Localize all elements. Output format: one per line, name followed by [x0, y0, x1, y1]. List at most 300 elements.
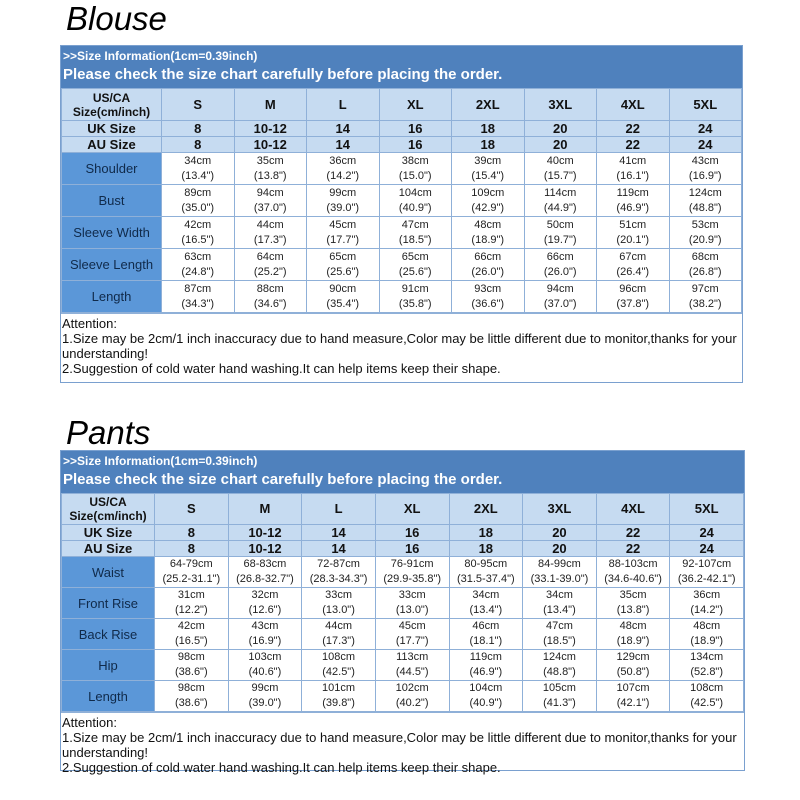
inch-value: (13.8") [616, 604, 650, 616]
inch-value: (12.2") [174, 604, 208, 616]
measurement-cell [307, 217, 380, 249]
cm-value: 63cm [184, 250, 212, 263]
inch-value: (18.9") [471, 233, 505, 246]
size-header-cell: 3XL [523, 494, 597, 525]
measurement-label: Hip [62, 650, 155, 681]
inch-value: (34.3") [181, 297, 215, 310]
inch-value: (50.8") [616, 666, 650, 678]
cm-value: 104cm [469, 682, 503, 694]
attention-line: 1.Size may be 2cm/1 inch inaccuracy due to hand measure,Color may be little different due to monitor,thanks for your understanding! [62, 730, 737, 760]
au-size-cell: 8 [162, 137, 235, 153]
measurement-cell [228, 681, 302, 712]
measurement-cell [523, 619, 597, 650]
measurement-cell [597, 249, 670, 281]
size-header-cell: S [162, 89, 235, 121]
inch-value: (26.8") [688, 265, 722, 278]
measurement-cell [449, 557, 523, 588]
measurement-cell [524, 185, 597, 217]
cm-value: 129cm [616, 651, 650, 663]
au-size-cell: 10-12 [234, 137, 307, 153]
cm-value: 64-79cm [169, 558, 213, 570]
cm-value: 40cm [546, 154, 574, 167]
uk-size-cell: 10-12 [234, 121, 307, 137]
inch-value: (16.9") [248, 635, 282, 647]
cm-value: 36cm [329, 154, 357, 167]
cm-value: 97cm [691, 282, 719, 295]
uk-size-cell: 24 [670, 525, 744, 541]
au-size-cell: 18 [452, 137, 525, 153]
size-header-cell: L [307, 89, 380, 121]
cm-value: 91cm [401, 282, 429, 295]
measurement-cell [669, 153, 742, 185]
measurement-cell [379, 185, 452, 217]
size-header-cell: 4XL [597, 89, 670, 121]
size-header-label: US/CA Size(cm/inch) [62, 89, 162, 121]
inch-value: (34.6-40.6") [604, 573, 662, 585]
measurement-cell [670, 557, 744, 588]
inch-value: (13.0") [395, 604, 429, 616]
inch-value: (18.9") [690, 635, 723, 647]
cm-value: 102cm [395, 682, 429, 694]
inch-value: (40.9") [469, 697, 503, 709]
size-header-cell: L [302, 494, 376, 525]
inch-value: (26.4") [616, 265, 650, 278]
inch-value: (52.8") [690, 666, 723, 678]
measurement-cell [524, 281, 597, 313]
measurement-cell [155, 681, 229, 712]
cm-value: 64cm [256, 250, 284, 263]
cm-value: 88cm [256, 282, 284, 295]
inch-value: (17.3") [322, 635, 355, 647]
inch-value: (17.7") [395, 635, 429, 647]
measurement-cell [670, 619, 744, 650]
measurement-cell [155, 557, 229, 588]
measurement-label: Length [62, 281, 162, 313]
size-header-cell: XL [375, 494, 449, 525]
inch-value: (17.7") [326, 233, 360, 246]
measurement-label: Length [62, 681, 155, 712]
measurement-row [62, 557, 744, 588]
size-table [61, 88, 742, 313]
cm-value: 134cm [690, 651, 724, 663]
attention-notes [61, 712, 744, 777]
inch-value: (20.9") [688, 233, 722, 246]
inch-value: (26.8-32.7") [236, 573, 294, 585]
cm-value: 35cm [256, 154, 284, 167]
measurement-cell [597, 153, 670, 185]
inch-value: (25.6") [326, 265, 360, 278]
uk-size-cell: 22 [596, 525, 670, 541]
cm-value: 53cm [691, 218, 719, 231]
measurement-cell [155, 588, 229, 619]
measurement-row [62, 249, 742, 281]
attention-line: 2.Suggestion of cold water hand washing.It can help items keep their shape. [62, 361, 501, 376]
inch-value: (36.6") [471, 297, 505, 310]
inch-value: (16.5") [181, 233, 215, 246]
cm-value: 104cm [398, 186, 432, 199]
measurement-row [62, 185, 742, 217]
pants-size-chart [60, 450, 745, 775]
inch-value: (44.5") [395, 666, 429, 678]
size-header-cell: 2XL [449, 494, 523, 525]
cm-value: 119cm [616, 186, 649, 199]
cm-value: 68-83cm [243, 558, 287, 570]
measurement-cell [307, 153, 380, 185]
measurement-cell [449, 588, 523, 619]
uk-size-cell: 18 [452, 121, 525, 137]
measurement-cell [302, 650, 376, 681]
measurement-cell [596, 588, 670, 619]
measurement-cell [302, 619, 376, 650]
inch-value: (26.0") [471, 265, 505, 278]
inch-value: (42.5") [690, 697, 723, 709]
measurement-cell [669, 249, 742, 281]
au-size-cell: 24 [669, 137, 742, 153]
measurement-cell [452, 217, 525, 249]
size-header-cell: 5XL [670, 494, 744, 525]
measurement-cell [596, 557, 670, 588]
size-header-cell: M [234, 89, 307, 121]
au-size-row [62, 137, 742, 153]
au-size-cell: 18 [449, 541, 523, 557]
inch-value: (25.6") [398, 265, 432, 278]
cm-value: 33cm [325, 589, 353, 601]
inch-value: (24.8") [181, 265, 215, 278]
cm-value: 33cm [398, 589, 426, 601]
uk-size-cell: 8 [162, 121, 235, 137]
cm-value: 39cm [474, 154, 502, 167]
measurement-row [62, 281, 742, 313]
uk-size-cell: 20 [524, 121, 597, 137]
measurement-label: Sleeve Length [62, 249, 162, 281]
measurement-cell [379, 249, 452, 281]
au-size-cell: 22 [597, 137, 670, 153]
cm-value: 44cm [325, 620, 353, 632]
measurement-cell [449, 619, 523, 650]
measurement-label: Shoulder [62, 153, 162, 185]
measurement-cell [449, 681, 523, 712]
measurement-cell [670, 681, 744, 712]
inch-value: (39.0") [326, 201, 360, 214]
inch-value: (13.4") [543, 604, 576, 616]
cm-value: 98cm [177, 682, 205, 694]
measurement-cell [379, 217, 452, 249]
cm-value: 124cm [688, 186, 722, 199]
inch-value: (15.7") [543, 169, 577, 182]
inch-value: (38.6") [174, 666, 208, 678]
attention-line: Attention: [62, 316, 117, 331]
cm-value: 51cm [619, 218, 647, 231]
cm-value: 96cm [619, 282, 647, 295]
measurement-label: Waist [62, 557, 155, 588]
au-size-cell: 22 [596, 541, 670, 557]
measurement-cell [449, 650, 523, 681]
measurement-label: Sleeve Width [62, 217, 162, 249]
measurement-cell [228, 588, 302, 619]
inch-value: (42.9") [471, 201, 505, 214]
measurement-cell [452, 249, 525, 281]
size-info-line: >>Size Information(1cm=0.39inch) [63, 49, 258, 63]
au-size-cell: 14 [307, 137, 380, 153]
cm-value: 101cm [322, 682, 356, 694]
inch-value: (15.0") [398, 169, 432, 182]
cm-value: 94cm [546, 282, 574, 295]
measurement-cell [302, 588, 376, 619]
measurement-cell [307, 249, 380, 281]
measurement-cell [162, 153, 235, 185]
measurement-cell [596, 619, 670, 650]
au-size-cell: 16 [379, 137, 452, 153]
inch-value: (13.4") [181, 169, 215, 182]
uk-size-label: UK Size [62, 121, 162, 137]
size-header-row [62, 494, 744, 525]
uk-size-label: UK Size [62, 525, 155, 541]
measurement-cell [228, 650, 302, 681]
au-size-cell: 24 [670, 541, 744, 557]
uk-size-row [62, 525, 744, 541]
uk-size-cell: 14 [307, 121, 380, 137]
au-size-label: AU Size [62, 137, 162, 153]
measurement-cell [162, 281, 235, 313]
cm-value: 48cm [474, 218, 502, 231]
uk-size-cell: 16 [375, 525, 449, 541]
cm-value: 108cm [322, 651, 356, 663]
inch-value: (17.3") [253, 233, 287, 246]
inch-value: (48.8") [543, 666, 576, 678]
measurement-cell [375, 557, 449, 588]
cm-value: 89cm [184, 186, 212, 199]
measurement-cell [234, 153, 307, 185]
measurement-label: Back Rise [62, 619, 155, 650]
uk-size-row [62, 121, 742, 137]
au-size-row [62, 541, 744, 557]
measurement-cell [234, 249, 307, 281]
au-size-label: AU Size [62, 541, 155, 557]
cm-value: 92-107cm [682, 558, 732, 570]
measurement-row [62, 681, 744, 712]
size-header-cell: S [155, 494, 229, 525]
attention-line: 1.Size may be 2cm/1 inch inaccuracy due to hand measure,Color may be little different due to monitor,thanks for your understanding! [62, 331, 737, 361]
au-size-cell: 20 [523, 541, 597, 557]
uk-size-cell: 24 [669, 121, 742, 137]
cm-value: 48cm [619, 620, 647, 632]
measurement-row [62, 588, 744, 619]
cm-value: 34cm [545, 589, 573, 601]
cm-value: 98cm [177, 651, 205, 663]
cm-value: 34cm [472, 589, 500, 601]
inch-value: (18.1") [469, 635, 503, 647]
measurement-cell [234, 185, 307, 217]
measurement-cell [523, 588, 597, 619]
inch-value: (39.8") [322, 697, 355, 709]
cm-value: 72-87cm [317, 558, 360, 570]
cm-value: 105cm [542, 682, 576, 694]
measurement-cell [307, 281, 380, 313]
measurement-cell [669, 185, 742, 217]
cm-value: 47cm [545, 620, 573, 632]
measurement-cell [228, 557, 302, 588]
cm-value: 31cm [177, 589, 205, 601]
size-header-cell: XL [379, 89, 452, 121]
measurement-cell [523, 650, 597, 681]
measurement-cell [597, 281, 670, 313]
inch-value: (13.0") [322, 604, 355, 616]
uk-size-cell: 8 [155, 525, 229, 541]
cm-value: 90cm [329, 282, 357, 295]
inch-value: (15.4") [471, 169, 505, 182]
blouse-title: Blouse [66, 0, 167, 37]
cm-value: 114cm [544, 186, 577, 199]
cm-value: 113cm [396, 651, 429, 663]
cm-value: 68cm [691, 250, 719, 263]
inch-value: (14.2") [326, 169, 360, 182]
measurement-row [62, 650, 744, 681]
measurement-cell [523, 681, 597, 712]
cm-value: 66cm [546, 250, 574, 263]
measurement-cell [523, 557, 597, 588]
inch-value: (35.0") [181, 201, 215, 214]
cm-value: 38cm [401, 154, 429, 167]
cm-value: 50cm [546, 218, 574, 231]
inch-value: (12.6") [248, 604, 282, 616]
uk-size-cell: 18 [449, 525, 523, 541]
cm-value: 67cm [619, 250, 647, 263]
uk-size-cell: 14 [302, 525, 376, 541]
au-size-cell: 16 [375, 541, 449, 557]
inch-value: (13.4") [469, 604, 503, 616]
inch-value: (36.2-42.1") [677, 573, 736, 585]
cm-value: 94cm [256, 186, 284, 199]
cm-value: 66cm [474, 250, 502, 263]
cm-value: 87cm [184, 282, 212, 295]
au-size-cell: 20 [524, 137, 597, 153]
inch-value: (16.1") [616, 169, 650, 182]
measurement-label: Front Rise [62, 588, 155, 619]
cm-value: 45cm [329, 218, 357, 231]
pants-title: Pants [66, 414, 151, 451]
cm-value: 32cm [251, 589, 279, 601]
cm-value: 43cm [251, 620, 279, 632]
inch-value: (40.2") [395, 697, 429, 709]
inch-value: (29.9-35.8") [383, 573, 442, 585]
uk-size-cell: 20 [523, 525, 597, 541]
cm-value: 65cm [329, 250, 357, 263]
measurement-cell [596, 681, 670, 712]
cm-value: 107cm [616, 682, 650, 694]
size-table [61, 493, 744, 712]
attention-notes [61, 313, 742, 378]
inch-value: (37.0") [543, 297, 577, 310]
measurement-cell [452, 281, 525, 313]
cm-value: 103cm [248, 651, 282, 663]
cm-value: 47cm [401, 218, 429, 231]
measurement-cell [302, 681, 376, 712]
measurement-cell [524, 217, 597, 249]
attention-line: 2.Suggestion of cold water hand washing.It can help items keep their shape. [62, 760, 501, 775]
measurement-cell [670, 588, 744, 619]
cm-value: 42cm [184, 218, 212, 231]
cm-value: 108cm [690, 682, 724, 694]
measurement-cell [669, 217, 742, 249]
size-header-cell: M [228, 494, 302, 525]
check-notice-line: Please check the size chart carefully before placing the order. [63, 471, 503, 488]
check-notice-line: Please check the size chart carefully before placing the order. [63, 66, 503, 83]
measurement-cell [669, 281, 742, 313]
inch-value: (46.9") [469, 666, 503, 678]
cm-value: 35cm [619, 589, 647, 601]
measurement-cell [162, 185, 235, 217]
cm-value: 48cm [693, 620, 721, 632]
measurement-cell [452, 185, 525, 217]
inch-value: (37.0") [253, 201, 287, 214]
size-header-row [62, 89, 742, 121]
cm-value: 84-99cm [538, 558, 581, 570]
uk-size-cell: 10-12 [228, 525, 302, 541]
inch-value: (28.3-34.3") [309, 573, 368, 585]
cm-value: 36cm [693, 589, 721, 601]
inch-value: (48.8") [688, 201, 722, 214]
measurement-cell [155, 650, 229, 681]
inch-value: (18.5") [543, 635, 576, 647]
measurement-cell [228, 619, 302, 650]
inch-value: (16.5") [174, 635, 208, 647]
inch-value: (37.8") [616, 297, 650, 310]
cm-value: 99cm [251, 682, 279, 694]
inch-value: (18.9") [616, 635, 650, 647]
measurement-row [62, 217, 742, 249]
cm-value: 124cm [542, 651, 576, 663]
cm-value: 119cm [469, 651, 502, 663]
inch-value: (42.1") [616, 697, 650, 709]
inch-value: (18.5") [398, 233, 432, 246]
measurement-cell [162, 217, 235, 249]
measurement-cell [524, 153, 597, 185]
size-info-line: >>Size Information(1cm=0.39inch) [63, 454, 258, 468]
cm-value: 99cm [329, 186, 357, 199]
measurement-cell [234, 217, 307, 249]
inch-value: (25.2") [253, 265, 287, 278]
measurement-row [62, 153, 742, 185]
measurement-row [62, 619, 744, 650]
measurement-cell [234, 281, 307, 313]
cm-value: 45cm [398, 620, 426, 632]
uk-size-cell: 16 [379, 121, 452, 137]
inch-value: (16.9") [688, 169, 722, 182]
inch-value: (46.9") [616, 201, 650, 214]
measurement-cell [524, 249, 597, 281]
measurement-cell [375, 619, 449, 650]
cm-value: 76-91cm [390, 558, 434, 570]
inch-value: (39.0") [248, 697, 282, 709]
inch-value: (13.8") [253, 169, 287, 182]
cm-value: 88-103cm [608, 558, 658, 570]
cm-value: 80-95cm [464, 558, 508, 570]
inch-value: (31.5-37.4") [456, 573, 515, 585]
cm-value: 34cm [184, 154, 212, 167]
measurement-cell [597, 185, 670, 217]
cm-value: 109cm [471, 186, 505, 199]
uk-size-cell: 22 [597, 121, 670, 137]
inch-value: (26.0") [543, 265, 577, 278]
size-header-label: US/CA Size(cm/inch) [62, 494, 155, 525]
measurement-cell [307, 185, 380, 217]
measurement-cell [155, 619, 229, 650]
size-header-cell: 2XL [452, 89, 525, 121]
measurement-cell [375, 650, 449, 681]
cm-value: 43cm [691, 154, 719, 167]
measurement-cell [162, 249, 235, 281]
inch-value: (42.5") [322, 666, 355, 678]
